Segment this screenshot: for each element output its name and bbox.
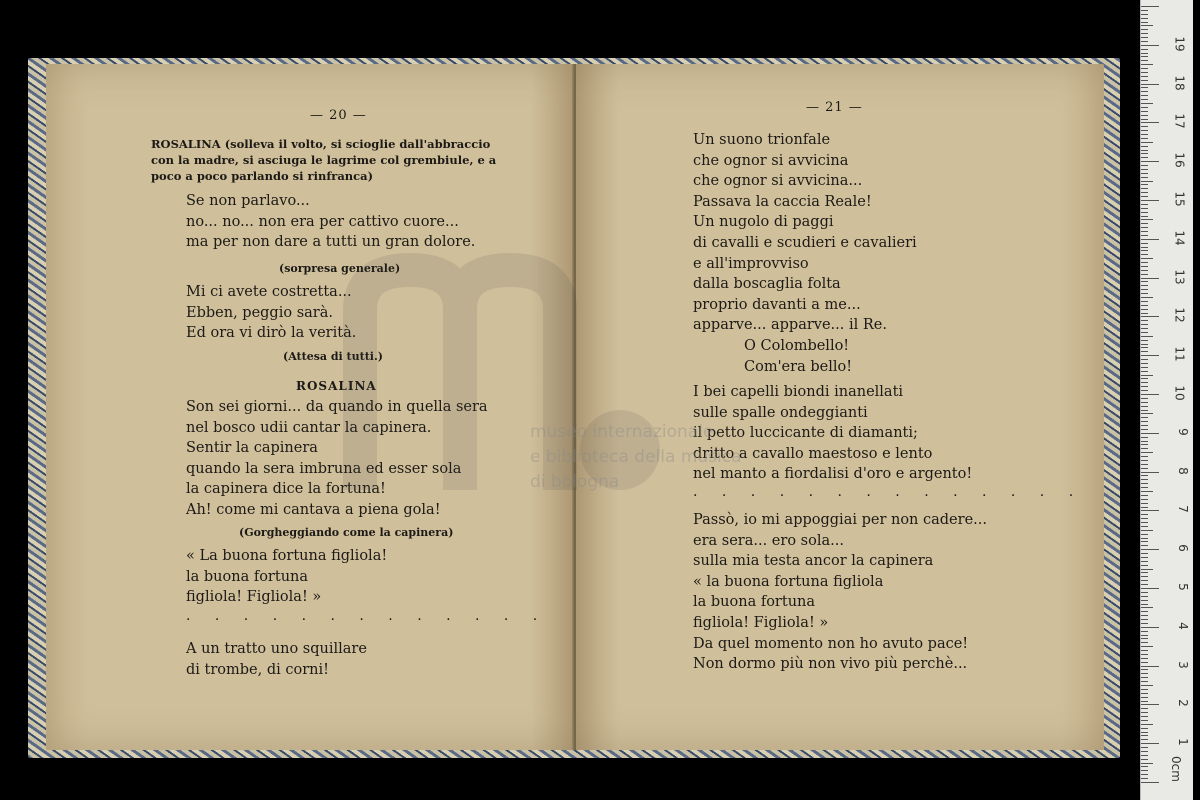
ruler-tick: [1141, 658, 1148, 659]
ruler-tick: [1141, 561, 1148, 562]
ruler-tick: [1141, 755, 1148, 756]
ruler-tick: [1141, 297, 1153, 298]
ruler-tick: [1141, 572, 1148, 573]
ruler-tick: [1141, 53, 1148, 54]
ruler-tick: [1141, 274, 1148, 275]
ruler-tick: [1141, 332, 1148, 333]
ruler-tick: [1141, 6, 1159, 7]
ruler-tick: [1141, 479, 1148, 480]
ruler-tick: [1141, 10, 1148, 11]
ruler-tick: [1141, 623, 1148, 624]
ruler-tick: [1141, 49, 1148, 50]
ruler-tick: [1141, 732, 1148, 733]
ruler-tick: [1141, 378, 1148, 379]
ruler-tick: [1141, 192, 1148, 193]
watermark-text: museo internazionale e biblioteca della musica di bologna: [530, 422, 742, 492]
ruler-tick: [1141, 421, 1148, 422]
ruler-tick: [1141, 503, 1148, 504]
ruler-tick: [1141, 355, 1159, 356]
book-spread: [28, 58, 1120, 758]
ruler-tick: [1141, 111, 1148, 112]
ellipsis-dots: . . . . . . . . . . . . .: [186, 608, 548, 624]
ruler-tick: [1141, 638, 1148, 639]
ruler-label: 18: [1172, 74, 1187, 91]
ruler-tick: [1141, 483, 1148, 484]
ruler-label: 10: [1172, 385, 1187, 401]
ruler-tick: [1141, 584, 1148, 585]
note-sorpresa: (sorpresa generale): [279, 262, 401, 275]
ruler-tick: [1141, 650, 1148, 651]
ruler-tick: [1141, 25, 1153, 26]
ruler-tick: [1141, 161, 1159, 162]
ruler-tick: [1141, 134, 1148, 135]
ruler-tick: [1141, 778, 1148, 779]
ruler-tick: [1141, 666, 1159, 667]
stanza-1: Se non parlavo... no... no... non era per cattivo cuore... ma per non dare a tutti un gran dolore.: [186, 193, 476, 251]
ruler-tick: [1141, 177, 1148, 178]
ruler-tick: [1141, 324, 1148, 325]
ruler-tick: [1141, 433, 1159, 434]
ruler-tick: [1141, 181, 1153, 182]
ruler-label: 6: [1176, 544, 1191, 553]
ruler-tick: [1141, 413, 1153, 414]
ruler-tick: [1141, 216, 1148, 217]
ruler-tick: [1141, 243, 1148, 244]
ruler-tick: [1141, 84, 1159, 85]
ruler-tick: [1141, 33, 1148, 34]
ruler-tick: [1141, 642, 1148, 643]
ruler-tick: [1141, 45, 1159, 46]
ruler-tick: [1141, 64, 1153, 65]
ruler-tick: [1141, 301, 1148, 302]
ruler-label: 4: [1176, 621, 1191, 630]
ruler-tick: [1141, 68, 1148, 69]
ruler-tick: [1141, 103, 1153, 104]
ruler-tick: [1141, 18, 1148, 19]
ruler-tick: [1141, 410, 1148, 411]
ruler-tick: [1141, 22, 1148, 23]
ruler-tick: [1141, 576, 1148, 577]
ruler-label: 9: [1176, 427, 1191, 436]
ruler-tick: [1141, 565, 1148, 566]
ruler-label: 2: [1176, 699, 1191, 708]
ruler-tick: [1141, 363, 1148, 364]
ruler-tick: [1141, 507, 1148, 508]
ruler-tick: [1141, 115, 1148, 116]
ruler-tick: [1141, 188, 1148, 189]
ruler-unit: 0cm: [1169, 756, 1184, 782]
ruler-tick: [1141, 522, 1148, 523]
ruler-tick: [1141, 87, 1148, 88]
ruler-tick: [1141, 545, 1148, 546]
page-number-21: — 21 —: [806, 100, 863, 115]
ruler-tick: [1141, 328, 1148, 329]
ruler-tick: [1141, 146, 1148, 147]
ruler-tick: [1141, 293, 1148, 294]
ruler-tick: [1141, 165, 1148, 166]
ruler-tick: [1141, 553, 1148, 554]
ruler-tick: [1141, 200, 1159, 201]
ruler-tick: [1141, 704, 1159, 705]
ruler-tick: [1141, 743, 1159, 744]
ruler-label: 11: [1172, 346, 1187, 362]
ruler-tick: [1141, 739, 1148, 740]
ruler-tick: [1141, 80, 1148, 81]
ruler-tick: [1141, 596, 1148, 597]
ruler-tick: [1141, 448, 1148, 449]
ruler-tick: [1141, 316, 1159, 317]
ruler-tick: [1141, 452, 1153, 453]
ruler-tick: [1141, 631, 1148, 632]
ruler-tick: [1141, 600, 1148, 601]
ruler-tick: [1141, 735, 1148, 736]
ruler-tick: [1141, 72, 1148, 73]
ruler-tick: [1141, 285, 1148, 286]
ruler-tick: [1141, 549, 1159, 550]
left-page: [46, 64, 573, 750]
ruler-tick: [1141, 580, 1148, 581]
ruler-tick: [1141, 278, 1159, 279]
ruler-label: 14: [1172, 230, 1187, 246]
ruler-tick: [1141, 157, 1148, 158]
ruler-tick: [1141, 417, 1148, 418]
ruler-tick: [1141, 766, 1148, 767]
stanza-3: Son sei giorni... da quando in quella sera nel bosco udii cantar la capinera. Sentir la capinera quando la sera imbruna ed esser sola la capinera dice la fortuna! Ah! come mi cantava a piena gola!: [186, 399, 488, 518]
ruler-tick: [1141, 530, 1153, 531]
ruler-tick: [1141, 184, 1148, 185]
ruler-tick: [1141, 60, 1148, 61]
ruler-tick: [1141, 604, 1148, 605]
note-gorgheggiando: (Gorgheggiando come la capinera): [239, 526, 454, 539]
ruler-tick: [1141, 456, 1148, 457]
ruler-tick: [1141, 313, 1148, 314]
ruler-tick: [1141, 468, 1148, 469]
ruler-tick: [1141, 309, 1148, 310]
ruler-tick: [1141, 208, 1148, 209]
ruler-tick: [1141, 359, 1148, 360]
ruler-tick: [1141, 770, 1148, 771]
ruler-tick: [1141, 615, 1148, 616]
ruler-tick: [1141, 289, 1148, 290]
stanza-5: A un tratto uno squillare di trombe, di corni!: [186, 641, 367, 678]
ruler-tick: [1141, 669, 1148, 670]
ruler-tick: [1141, 340, 1148, 341]
ruler-tick: [1141, 619, 1148, 620]
ruler-tick: [1141, 607, 1153, 608]
ruler-tick: [1141, 204, 1148, 205]
ruler-tick: [1141, 499, 1148, 500]
ruler-tick: [1141, 344, 1148, 345]
stanza-1: Un suono trionfale che ognor si avvicina che ognor si avvicina... Passava la caccia Reale! Un nugolo di paggi di cavalli e scudieri e cavalieri e all'improvviso dalla boscaglia folta proprio davanti a me... apparve... apparve... il Re.: [693, 132, 917, 334]
ruler-tick: [1141, 398, 1148, 399]
ruler-tick: [1141, 557, 1148, 558]
ruler-tick: [1141, 627, 1159, 628]
ruler-tick: [1141, 169, 1148, 170]
right-page: [576, 64, 1104, 750]
page-number-20: — 20 —: [310, 108, 367, 123]
ruler-tick: [1141, 728, 1148, 729]
ruler-tick: [1141, 239, 1159, 240]
ruler-tick: [1141, 99, 1148, 100]
measuring-ruler: [1140, 0, 1193, 800]
ruler-tick: [1141, 91, 1148, 92]
ruler-label: 8: [1176, 466, 1191, 475]
ruler-tick: [1141, 635, 1148, 636]
ruler-tick: [1141, 394, 1159, 395]
ruler-tick: [1141, 592, 1148, 593]
ruler-tick: [1141, 130, 1148, 131]
ruler-label: 7: [1176, 505, 1191, 514]
ruler-tick: [1141, 371, 1148, 372]
ruler-tick: [1141, 429, 1148, 430]
ruler-tick: [1141, 774, 1148, 775]
ruler-tick: [1141, 386, 1148, 387]
stanza-3: I bei capelli biondi inanellati sulle spalle ondeggianti il petto luccicante di diamanti; dritto a cavallo maestoso e lento nel manto a fiordalisi d'oro e argento!: [693, 384, 973, 483]
ruler-tick: [1141, 76, 1148, 77]
ruler-tick: [1141, 425, 1148, 426]
ruler-tick: [1141, 173, 1148, 174]
ruler-tick: [1141, 782, 1159, 783]
ruler-tick: [1141, 689, 1148, 690]
ruler-tick: [1141, 247, 1148, 248]
ruler-tick: [1141, 320, 1148, 321]
ruler-tick: [1141, 681, 1148, 682]
ruler-tick: [1141, 235, 1148, 236]
ruler-tick: [1141, 305, 1148, 306]
ruler-tick: [1141, 569, 1153, 570]
ruler-tick: [1141, 693, 1148, 694]
ruler-tick: [1141, 518, 1148, 519]
ruler-label: 13: [1172, 268, 1187, 285]
ruler-tick: [1141, 119, 1148, 120]
ruler-tick: [1141, 56, 1148, 57]
stanza-2: Mi ci avete costretta... Ebben, peggio sarà. Ed ora vi dirò la verità.: [186, 284, 357, 342]
ruler-tick: [1141, 382, 1148, 383]
ruler-tick: [1141, 747, 1148, 748]
ruler-tick: [1141, 375, 1153, 376]
ruler-tick: [1141, 677, 1148, 678]
ruler-tick: [1141, 701, 1148, 702]
ruler-label: 1: [1176, 738, 1191, 747]
ruler-tick: [1141, 724, 1153, 725]
ruler-tick: [1141, 720, 1148, 721]
ruler-tick: [1141, 153, 1148, 154]
ruler-tick: [1141, 227, 1148, 228]
stage-direction: ROSALINA (solleva il volto, si scioglie dall'abbraccio con la madre, si asciuga le lagrime col grembiule, e a poco a poco parlando si rinfranca): [151, 137, 497, 183]
ruler-tick: [1141, 150, 1148, 151]
ruler-tick: [1141, 491, 1153, 492]
ruler-tick: [1141, 219, 1153, 220]
ruler-label: 16: [1172, 152, 1187, 168]
ruler-tick: [1141, 196, 1148, 197]
ruler-tick: [1141, 526, 1148, 527]
ruler-tick: [1141, 646, 1153, 647]
ruler-label: 12: [1172, 307, 1187, 324]
ruler-tick: [1141, 266, 1148, 267]
ruler-label: 3: [1176, 660, 1191, 669]
ruler-tick: [1141, 685, 1153, 686]
ruler-tick: [1141, 487, 1148, 488]
ruler-tick: [1141, 541, 1148, 542]
stanza-2: O Colombello! Com'era bello!: [744, 338, 853, 375]
ruler-tick: [1141, 258, 1153, 259]
ellipsis-dots: . . . . . . . . . . . . . .: [693, 484, 1084, 500]
ruler-tick: [1141, 351, 1148, 352]
ruler-tick: [1141, 231, 1148, 232]
ruler-label: 5: [1176, 583, 1191, 591]
ruler-tick: [1141, 212, 1148, 213]
ruler-tick: [1141, 95, 1148, 96]
ruler-tick: [1141, 514, 1148, 515]
note-attesa: (Attesa di tutti.): [283, 350, 384, 363]
ruler-tick: [1141, 122, 1159, 123]
ruler-tick: [1141, 475, 1148, 476]
ruler-label: 15: [1172, 191, 1187, 207]
ruler-tick: [1141, 464, 1148, 465]
ruler-tick: [1141, 402, 1148, 403]
speaker-label: ROSALINA: [296, 379, 377, 393]
ruler-tick: [1141, 751, 1148, 752]
ruler-tick: [1141, 460, 1148, 461]
ruler-tick: [1141, 367, 1148, 368]
ruler-tick: [1141, 444, 1148, 445]
ruler-tick: [1141, 390, 1148, 391]
ruler-tick: [1141, 538, 1148, 539]
ruler-tick: [1141, 759, 1148, 760]
ruler-tick: [1141, 107, 1148, 108]
ruler-tick: [1141, 611, 1148, 612]
ruler-tick: [1141, 223, 1148, 224]
ruler-tick: [1141, 138, 1148, 139]
ruler-tick: [1141, 406, 1148, 407]
ruler-tick: [1141, 29, 1148, 30]
ruler-tick: [1141, 588, 1159, 589]
stanza-4: « La buona fortuna figliola! la buona fortuna figliola! Figliola! »: [186, 548, 388, 606]
ruler-tick: [1141, 281, 1148, 282]
ruler-tick: [1141, 41, 1148, 42]
ruler-tick: [1141, 662, 1148, 663]
ruler-tick: [1141, 262, 1148, 263]
ruler-tick: [1141, 347, 1148, 348]
ruler-tick: [1141, 673, 1148, 674]
ruler-tick: [1141, 510, 1159, 511]
ruler-tick: [1141, 472, 1159, 473]
ruler-tick: [1141, 763, 1153, 764]
ruler-tick: [1141, 712, 1148, 713]
stanza-4: Passò, io mi appoggiai per non cadere... era sera... ero sola... sulla mia testa ancor la capinera « la buona fortuna figliola la buona fortuna figliola! Figliola! » Da quel momento non ho avuto pace! Non dormo più non vivo più perchè...: [693, 512, 987, 673]
ruler-tick: [1141, 708, 1148, 709]
ruler-tick: [1141, 654, 1148, 655]
ruler-tick: [1141, 126, 1148, 127]
ruler-tick: [1141, 37, 1148, 38]
ruler-tick: [1141, 14, 1148, 15]
ruler-tick: [1141, 534, 1148, 535]
ruler-tick: [1141, 336, 1153, 337]
ruler-tick: [1141, 441, 1148, 442]
ruler-tick: [1141, 716, 1148, 717]
ruler-tick: [1141, 142, 1153, 143]
ruler-tick: [1141, 254, 1148, 255]
ruler-label: 19: [1172, 36, 1187, 52]
ruler-tick: [1141, 437, 1148, 438]
ruler-label: 17: [1172, 113, 1187, 130]
ruler-tick: [1141, 697, 1148, 698]
ruler-tick: [1141, 250, 1148, 251]
ruler-tick: [1141, 270, 1148, 271]
ruler-tick: [1141, 495, 1148, 496]
